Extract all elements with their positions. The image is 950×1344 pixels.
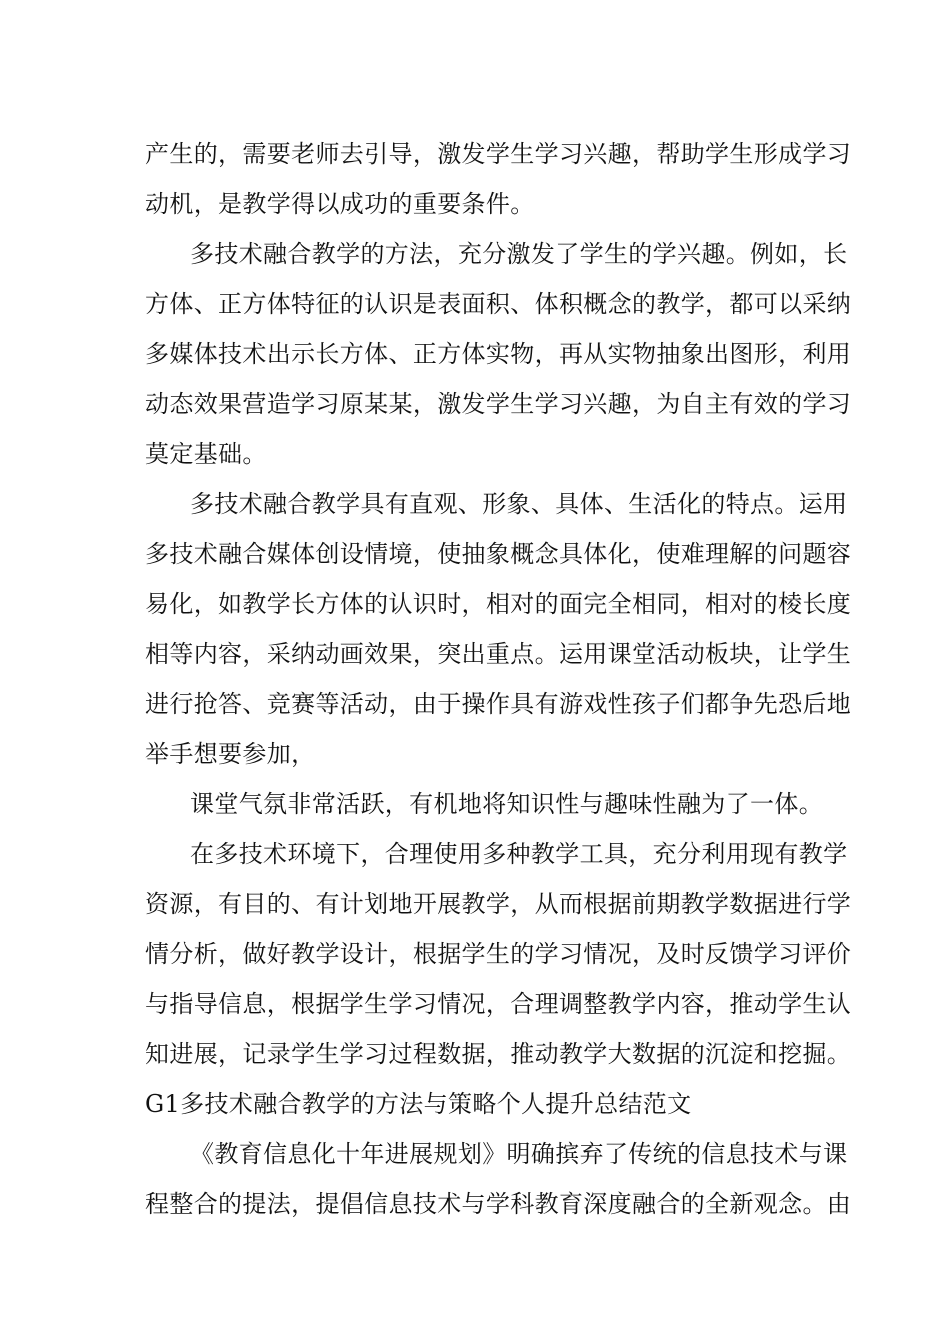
text-line: 产生的，需要老师去引导，激发学生学习兴趣，帮助学生形成学习	[145, 140, 852, 168]
paragraph-start-line: 课堂气氛非常活跃，有机地将知识性与趣味性融为了一体。	[190, 790, 824, 818]
paragraph-start-line: 多技术融合教学具有直观、形象、具体、生活化的特点。运用	[190, 490, 848, 518]
text-line: 知进展，记录学生学习过程数据，推动教学大数据的沉淀和挖掘。	[145, 1040, 852, 1068]
text-line: 相等内容，采纳动画效果，突出重点。运用课堂活动板块，让学生	[145, 640, 852, 668]
text-line: 易化，如教学长方体的认识时，相对的面完全相同，相对的棱长度	[145, 590, 852, 618]
text-line: 莫定基础。	[145, 440, 267, 468]
section-heading: G1多技术融合教学的方法与策略个人提升总结范文	[145, 1090, 692, 1118]
text-line: 方体、正方体特征的认识是表面积、体积概念的教学，都可以采纳	[145, 290, 852, 318]
text-line: 资源，有目的、有计划地开展教学，从而根据前期教学数据进行学	[145, 890, 852, 918]
text-line: 举手想要参加，	[145, 740, 316, 768]
text-line: 与指导信息，根据学生学习情况，合理调整教学内容，推动学生认	[145, 990, 852, 1018]
text-line: 多媒体技术出示长方体、正方体实物，再从实物抽象出图形，利用	[145, 340, 852, 368]
text-line: 多技术融合媒体创设情境，使抽象概念具体化，使难理解的问题容	[145, 540, 852, 568]
paragraph-start-line: 多技术融合教学的方法，充分激发了学生的学兴趣。例如，长	[190, 240, 848, 268]
text-line: 动机，是教学得以成功的重要条件。	[145, 190, 535, 218]
paragraph-start-line: 在多技术环境下，合理使用多种教学工具，充分利用现有教学	[190, 840, 848, 868]
text-line: 动态效果营造学习原某某，激发学生学习兴趣，为自主有效的学习	[145, 390, 852, 418]
text-line: 进行抢答、竞赛等活动，由于操作具有游戏性孩子们都争先恐后地	[145, 690, 852, 718]
paragraph-start-line: 《教育信息化十年进展规划》明确摈弃了传统的信息技术与课	[190, 1140, 848, 1168]
text-line: 情分析，做好教学设计，根据学生的学习情况，及时反馈学习评价	[145, 940, 852, 968]
text-line: 程整合的提法，提倡信息技术与学科教育深度融合的全新观念。由	[145, 1190, 852, 1218]
